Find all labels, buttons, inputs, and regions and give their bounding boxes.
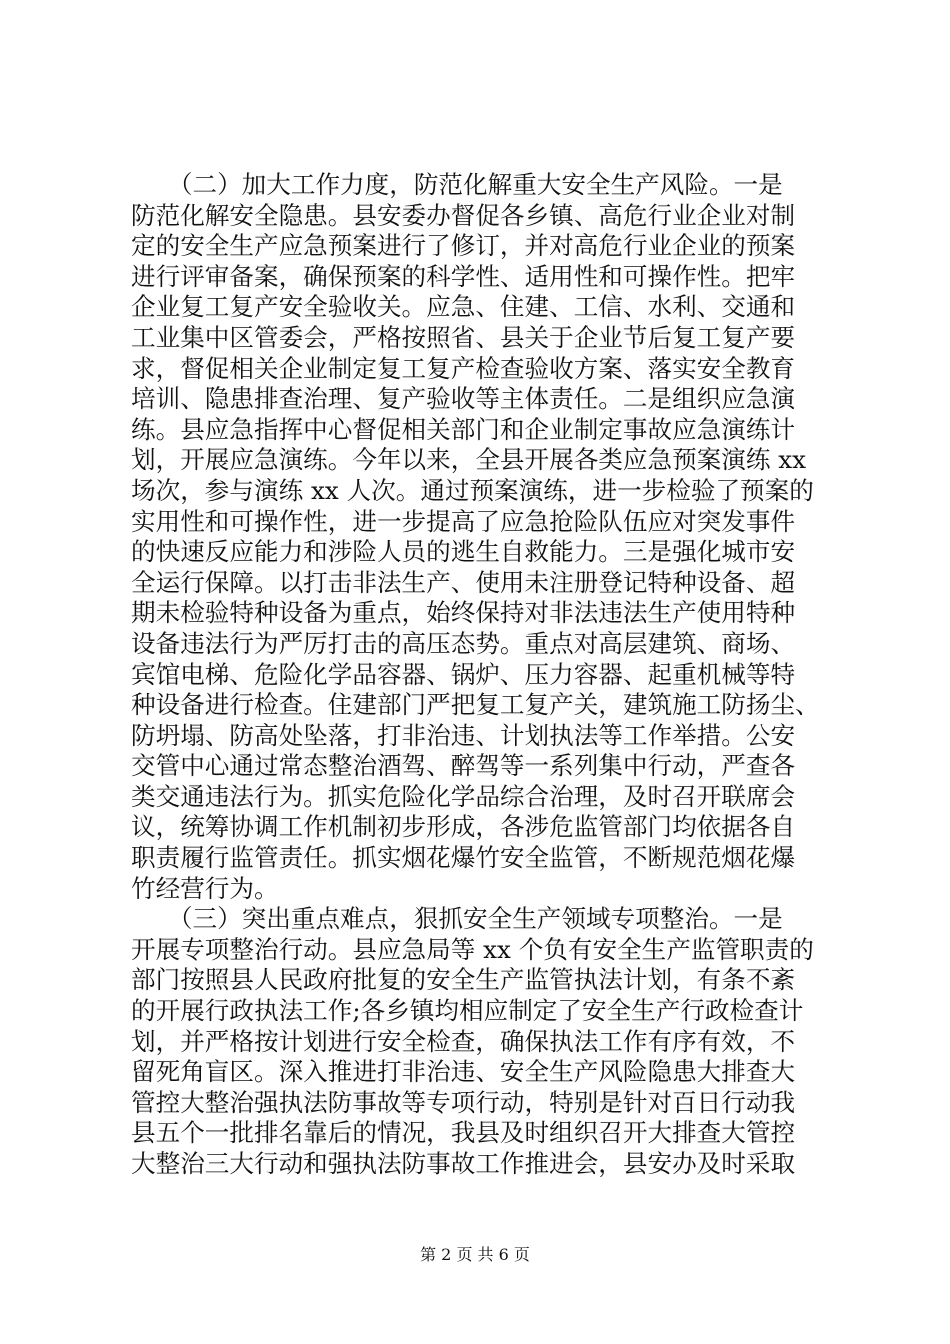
- text-line: 划，开展应急演练。今年以来，全县开展各类应急预案演练 xx: [131, 445, 806, 475]
- text-line: 部门按照县人民政府批复的安全生产监管执法计划，有条不紊: [131, 965, 796, 995]
- text-line: 大整治三大行动和强执法防事故工作推进会，县安办及时采取: [131, 1149, 796, 1178]
- text-line: 交管中心通过常态整治酒驾、醉驾等一系列集中行动，严查各: [131, 751, 796, 781]
- text-line: （二）加大工作力度，防范化解重大安全生产风险。一是: [131, 170, 783, 199]
- document-body: [131, 170, 831, 1180]
- text-line: 的开展行政执法工作;各乡镇均相应制定了安全生产行政检查计: [131, 996, 804, 1026]
- text-line: 留死角盲区。深入推进打非治违、安全生产风险隐患大排查大: [131, 1057, 796, 1087]
- text-line: 企业复工复产安全验收关。应急、住建、工信、水利、交通和: [131, 292, 796, 322]
- text-line: 练。县应急指挥中心督促相关部门和企业制定事故应急演练计: [131, 414, 796, 444]
- text-line: 求，督促相关企业制定复工复产检查验收方案、落实安全教育: [131, 353, 796, 383]
- text-line: 定的安全生产应急预案进行了修订，并对高危行业企业的预案: [131, 231, 796, 261]
- text-line: 场次，参与演练 xx 人次。通过预案演练，进一步检验了预案的: [131, 475, 814, 505]
- text-line: 类交通违法行为。抓实危险化学品综合治理，及时召开联席会: [131, 781, 796, 811]
- text-line: 全运行保障。以打击非法生产、使用未注册登记特种设备、超: [131, 567, 796, 597]
- text-line: 防范化解安全隐患。县安委办督促各乡镇、高危行业企业对制: [131, 200, 796, 230]
- text-line: 工业集中区管委会，严格按照省、县关于企业节后复工复产要: [131, 322, 796, 352]
- text-line: 开展专项整治行动。县应急局等 xx 个负有安全生产监管职责的: [131, 934, 814, 964]
- text-line: 防坍塌、防高处坠落，打非治违、计划执法等工作举措。公安: [131, 720, 796, 750]
- text-line: 期未检验特种设备为重点，始终保持对非法违法生产使用特种: [131, 598, 796, 628]
- text-line: 划，并严格按计划进行安全检查，确保执法工作有序有效，不: [131, 1026, 796, 1056]
- text-line: 实用性和可操作性，进一步提高了应急抢险队伍应对突发事件: [131, 506, 796, 536]
- text-line: 宾馆电梯、危险化学品容器、锅炉、压力容器、起重机械等特: [131, 659, 796, 689]
- text-line: 设备违法行为严厉打击的高压态势。重点对高层建筑、商场、: [131, 628, 796, 658]
- text-line: 进行评审备案，确保预案的科学性、适用性和可操作性。把牢: [131, 261, 796, 291]
- text-line: 的快速反应能力和涉险人员的逃生自救能力。三是强化城市安: [131, 537, 796, 567]
- text-line: 议，统筹协调工作机制初步形成，各涉危监管部门均依据各自: [131, 812, 796, 842]
- page-footer: 第 2 页 共 6 页: [420, 1245, 530, 1264]
- text-line: （三）突出重点难点，狠抓安全生产领域专项整治。一是: [131, 904, 783, 934]
- text-line: 职责履行监管责任。抓实烟花爆竹安全监管，不断规范烟花爆: [131, 843, 796, 873]
- text-line: 县五个一批排名靠后的情况，我县及时组织召开大排查大管控: [131, 1118, 796, 1148]
- text-line: 竹经营行为。: [131, 873, 279, 903]
- text-line: 种设备进行检查。住建部门严把复工复产关，建筑施工防扬尘、: [131, 690, 820, 720]
- text-line: 管控大整治强执法防事故等专项行动，特别是针对百日行动我: [131, 1087, 796, 1117]
- text-line: 培训、隐患排查治理、复产验收等主体责任。二是组织应急演: [131, 384, 796, 414]
